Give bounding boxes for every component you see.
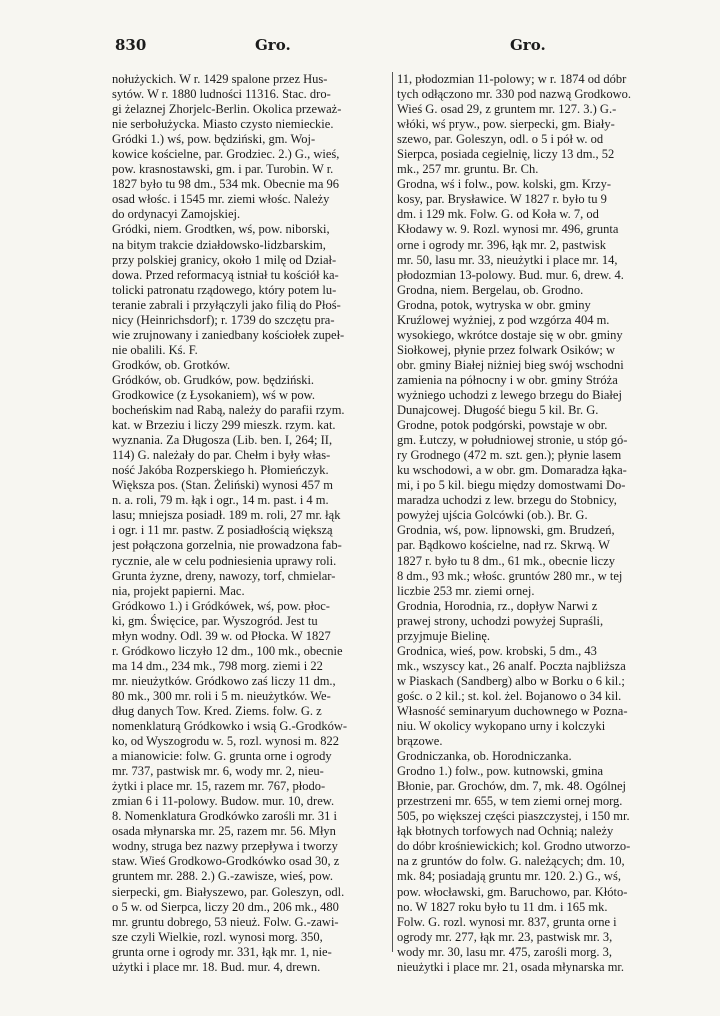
text-line: obr. gminy Białej niżniej bieg swój wschodni [397,357,624,372]
text-line: powyżej ujścia Golcówki (ob.). Br. G. [397,508,588,523]
text-line: sytów. W r. 1880 ludności 11316. Stac. dro- [112,87,331,102]
text-line: i ogr. i 11 mr. pastw. Z posiadłością większą [112,523,333,538]
running-head-right: Gro. [510,36,546,54]
text-line: orne i ogrody mr. 396, łąk mr. 2, pastwisk [397,237,607,252]
text-line: maradza uchodzi z lew. brzegu do Stobnicy, [397,493,617,508]
text-line: ma 14 dm., 234 mk., 798 morg. ziemi i 22 [112,658,323,673]
text-line: kat. w Brzeziu i liczy 299 mieszk. rzym. kat. [112,418,336,433]
text-line: Własność seminaryum duchownego w Pozna- [397,703,628,718]
text-line: nomenklaturą Gródkowko i wsią G.-Grodków- [112,719,348,734]
text-line: r. Gródkowo liczyło 12 dm., 100 mk., obecnie [112,643,343,658]
text-line: Kruźlowej wyżniej, z pod wzgórza 404 m. [397,312,610,327]
text-line: nia, projekt papierni. Mac. [112,583,245,598]
text-line: Grodnica, wieś, pow. krobski, 5 dm., 43 [397,643,597,658]
text-line: Grodna, wś i folw., pow. kolski, gm. Krzy- [397,177,611,192]
text-line: mk., wszyscy kat., 26 analf. Poczta najbliższa [397,658,626,673]
text-line: 1827 r. było tu 8 dm., 61 mk., obecnie liczy [397,553,616,568]
text-line: mr. 50, lasu mr. 33, nieużytki i place mr. 14, [397,252,618,267]
text-line: nieużytki i place mr. 21, osada młynarska mr. [397,959,625,974]
text-line: a mianowicie: folw. G. grunta orne i ogrody [112,749,332,764]
text-line: zmian 6 i 11-polowy. Budow. mur. 10, drew. [112,794,335,809]
text-line: ność Jakóba Rozperskiego h. Płomieńczyk. [112,463,329,478]
text-line: mi, i po 5 kil. biegu między domostwami Do- [397,478,626,493]
text-line: Dunajcowej. Długość biegu 5 kil. Br. G. [397,403,599,418]
text-line: 80 mk., 300 mr. roli i 5 m. nieużytków. We- [112,688,331,703]
text-line: Gródkowo 1.) i Gródkówek, wś, pow. płoc- [112,598,330,613]
text-line: wodny, struga bez nazwy przepływa i tworzy [112,839,338,854]
text-line: 8. Nomenklatura Grodkówko zarośli mr. 31 i [112,809,337,824]
column-divider [392,72,393,952]
text-line: osad włośc. i 1545 mr. ziemi włośc. Należy [112,192,330,207]
text-line: przestrzeni mr. 655, w tem ziemi ornej morg. [397,794,623,809]
left-column [112,72,390,975]
text-line: mk. 84; posiadają gruntu mr. 120. 2.) G., wś, [397,869,621,884]
text-line: Grodne, potok podgórski, powstaje w obr. [397,418,608,433]
right-column [397,72,675,975]
text-line: żytki i place mr. 15, razem mr. 767, płodo- [112,779,326,794]
text-line: osada młynarska mr. 25, razem mr. 56. Młyn [112,824,336,839]
text-line: Grodniczanka, ob. Horodniczanka. [397,749,572,764]
text-line: ki, gm. Święcice, par. Wyszogród. Jest tu [112,613,318,628]
text-line: par. Bądkowo kościelne, nad rz. Skrwą. W [397,538,610,553]
text-line: ko, od Wyszogrodu w. 5, rozl. wynosi m. 822 [112,734,340,749]
text-line: sze czyli Wielkie, rozl. wynosi morg. 350, [112,929,323,944]
text-line: nołużyckich. W r. 1429 spalone przez Hus- [112,72,328,86]
text-line: lasu; mniejsza posiadł. 189 m. roli, 27 mr. łąk [112,508,341,523]
text-line: ku wschodowi, a w obr. gm. Domaradza łąka- [397,463,627,478]
text-line: Grodnia, Horodnia, rz., dopływ Narwi z [397,598,598,613]
text-line: ry Grodnego (472 m. szt. gen.); płynie lasem [397,448,622,463]
text-line: tolicki patronatu rządowego, który potem lu- [112,282,337,297]
text-line: Sierpca, posiada cegielnię, liczy 13 dm., 52 [397,147,615,162]
text-line: Grodna, niem. Bergelau, ob. Grodno. [397,282,584,297]
text-line: wie zrujnowany i zaniedbany kościołek zupeł- [112,327,345,342]
text-line: staw. Wieś Grodkowo-Grodkówko osad 30, z [112,854,340,869]
text-line: Grodna, potok, wytryska w obr. gminy [397,297,591,312]
text-line: mr. nieużytków. Gródkowo zaś liczy 11 dm., [112,673,336,688]
text-line: mr. gruntu dobrego, 53 nieuż. Folw. G.-zawi- [112,914,339,929]
text-line: Grodno 1.) folw., pow. kutnowski, gmina [397,764,603,779]
text-line: bocheńskim nad Rabą, należy do parafii rzym. [112,403,345,418]
text-line: płodozmian 13-polowy. Bud. mur. 6, drew. 4. [397,267,624,282]
text-line: wyżniego uchodzi z lewego brzegu do Białej [397,387,622,402]
text-line: 114) G. należały do par. Chełm i były włas- [112,448,331,463]
text-line: Grunta żyzne, dreny, nawozy, torf, chmielar- [112,568,336,583]
text-line: zamienia na północny i w obr. gminy Stróża [397,372,618,387]
text-line: o 5 w. od Sierpca, liczy 20 dm., 206 mk., 480 [112,899,339,914]
text-line: na bitym trakcie działdowsko-lidzbarskim, [112,237,326,252]
text-line: 8 dm., 93 mk.; włośc. gruntów 280 mr., w tej [397,568,623,583]
text-line: gośc. o 2 kil.; st. kol. żel. Bojanowo o 34 kil. [397,688,622,703]
text-line: 505, po większej części piaszczystej, i 150 mr. [397,809,630,824]
text-line: Gródki 1.) wś, pow. będziński, gm. Woj- [112,132,316,147]
text-line: nicy (Heinrichsdorf); r. 1739 do szczętu pra- [112,312,335,327]
text-line: przyjmuje Bielinę. [397,628,491,643]
text-line: dowa. Przed reformacyą istniał tu kościół ka- [112,267,339,282]
text-line: pow. włocławski, gm. Baruchowo, par. Kłóto- [397,884,628,899]
text-line: Większa pos. (Stan. Żeliński) wynosi 457 m [112,478,333,493]
text-line: liczbie 253 mr. ziemi ornej. [397,583,535,598]
text-line: jest połączona gorzelnia, nie prowadzona fab- [112,538,342,553]
text-line: Grodnia, wś, pow. lipnowski, gm. Brudzeń, [397,523,615,538]
text-line: szewo, par. Goleszyn, odl. o 5 i pół w. od [397,132,604,147]
text-line: włóki, wś pryw., pow. sierpecki, gm. Biały- [397,117,615,132]
text-line: 11, płodozmian 11-polowy; w r. 1874 od dóbr [397,72,627,86]
text-line: teranie zabrali i przyłączyli jako filią do Płoś- [112,297,341,312]
text-line: brązowe. [397,734,443,749]
text-line: do ordynacyi Zamojskiej. [112,207,241,222]
text-line: nie serbołużycka. Miasto czysto niemieckie. [112,117,334,132]
text-line: prawej strony, uchodzi powyżej Supraśli, [397,613,604,628]
text-line: mk., 257 mr. gruntu. Br. Ch. [397,162,539,177]
text-line: młyn wodny. Odl. 39 w. od Płocka. W 1827 [112,628,331,643]
text-line: wody mr. 30, lasu mr. 475, zarośli morg. 3, [397,944,613,959]
running-head-left: Gro. [255,36,291,54]
page-header [110,36,670,58]
text-line: łąk błotnych torfowych nad Ochnią; należy [397,824,614,839]
text-line: wysokiego, wkrótce dostaje się w obr. gminy [397,327,623,342]
text-line: tych odłączono mr. 330 pod nazwą Grodkowo. [397,87,631,102]
text-line: sierpecki, gm. Białyszewo, par. Goleszyn, odl. [112,884,345,899]
text-line: rycznie, ale w celu podniesienia uprawy roli. [112,553,337,568]
text-line: Błonie, par. Grochów, dm. 7, mk. 48. Ogólnej [397,779,627,794]
text-line: użytki i place mr. 18. Bud. mur. 4, drewn. [112,959,321,974]
text-line: do dóbr krośniewickich; kol. Grodno utworzo- [397,839,631,854]
text-line: gi żelaznej Zhorjelc-Berlin. Okolica przeważ- [112,102,342,117]
text-line: w Piaskach (Sandberg) albo w Borku o 6 kil.; [397,673,625,688]
text-line: Grodkowice (z Łysokaniem), wś w pow. [112,387,315,402]
text-line: dług danych Tow. Kred. Ziems. folw. G. z [112,703,322,718]
text-line: Gródków, ob. Grudków, pow. będziński. [112,372,315,387]
text-line: pow. krasnostawski, gm. i par. Turobin. W r. [112,162,334,177]
page-number: 830 [115,36,147,54]
text-line: Gródki, niem. Grodtken, wś, pow. niborski, [112,222,330,237]
text-line: wyznania. Za Długosza (Lib. ben. I, 264; II, [112,433,333,448]
text-line: na z gruntów do folw. G. należących; dm. 10, [397,854,625,869]
text-line: n. a. roli, 79 m. łąk i ogr., 14 m. past. i 4 m. [112,493,329,508]
text-line: niu. W okolicy wykopano urny i kolczyki [397,719,606,734]
text-line: 1827 było tu 98 dm., 534 mk. Obecnie ma 96 [112,177,340,192]
text-line: Grodków, ob. Grotków. [112,357,231,372]
text-line: grunta orne i ogrody mr. 331, łąk mr. 1, nie- [112,944,332,959]
text-line: Wieś G. osad 29, z gruntem mr. 127. 3.) G.- [397,102,617,117]
text-line: nie obalili. Kś. F. [112,342,198,357]
text-line: mr. 737, pastwisk mr. 6, wody mr. 2, nieu- [112,764,324,779]
text-line: ogrody mr. 277, łąk mr. 23, pastwisk mr. 3, [397,929,613,944]
text-line: no. W 1827 roku było tu 11 dm. i 165 mk. [397,899,608,914]
text-line: Siołkowej, płynie przez folwark Osików; w [397,342,616,357]
text-line: dm. i 129 mk. Folw. G. od Koła w. 7, od [397,207,599,222]
text-line: gm. Łutczy, w południowej stronie, u stóp gó- [397,433,628,448]
text-line: przy polskiej granicy, około 1 milę od Dział- [112,252,337,267]
text-line: kowice kościelne, par. Grodziec. 2.) G., wieś, [112,147,340,162]
text-line: Folw. G. rozl. wynosi mr. 837, grunta orne i [397,914,617,929]
text-line: Kłodawy w. 9. Rozl. wynosi mr. 496, grunta [397,222,619,237]
text-line: gruntem mr. 288. 2.) G.-zawisze, wieś, pow. [112,869,334,884]
text-line: kosy, par. Brysławice. W 1827 r. było tu 9 [397,192,607,207]
